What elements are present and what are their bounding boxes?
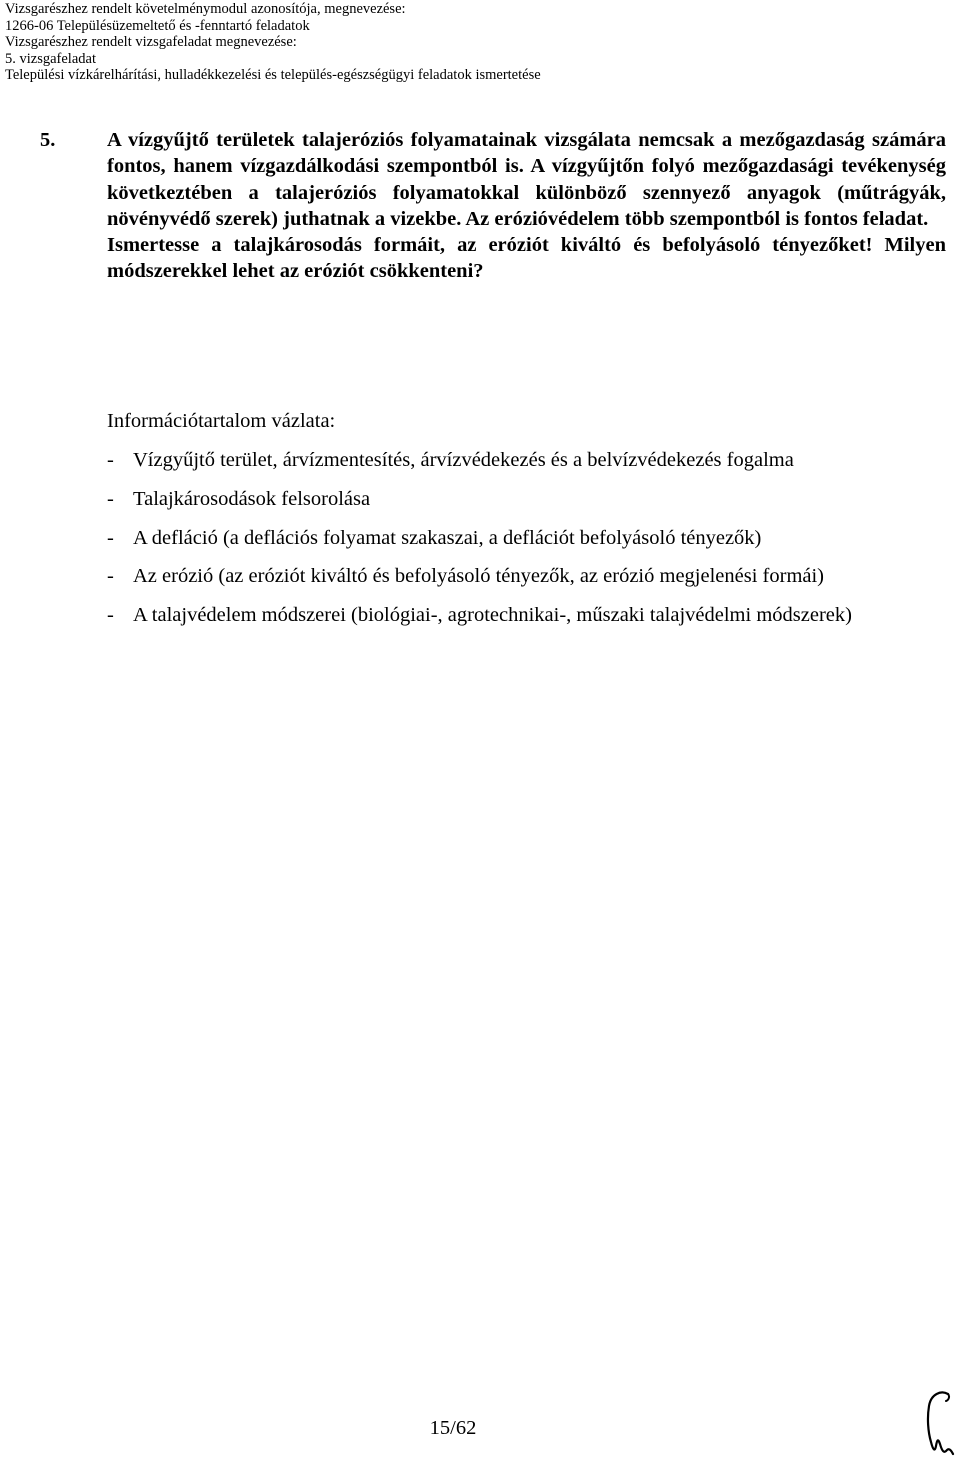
- page-number: 15/62: [429, 1417, 477, 1439]
- outline-item-text: A defláció (a deflációs folyamat szakaszai, a deflációt befolyásoló tényezők): [133, 526, 762, 549]
- outline-item-text: A talajvédelem módszerei (biológiai-, agrotechnikai-, műszaki talajvédelmi módszerek): [133, 604, 852, 627]
- header-line-module-label: Vizsgarészhez rendelt követelménymodul azonosítója, megnevezése:: [5, 1, 406, 17]
- outline-item-text: Az erózió (az eróziót kiváltó és befolyásoló tényezők, az erózió megjelenési formái): [133, 565, 825, 588]
- header-line-task-number: 5. vizsgafeladat: [5, 50, 96, 67]
- outline-dash: -: [107, 487, 114, 510]
- information-outline: [107, 408, 927, 641]
- outline-item: [107, 563, 927, 589]
- task-statement: A vízgyűjtő területek talajeróziós folyamatainak vizsgálata nemcsak a mezőgazdaság számára fontos, hanem vízgazdálkodási szempontból is. A vízgyűjtőn folyó mezőgazdasági tevékenység következtében a talajeróziós folyamatokkal különböző szennyező anyagok (műtrágyák, növényvédő szerek) juthatnak a vizekbe. Az erózióvédelem több szempontból is fontos feladat.: [107, 129, 946, 230]
- outline-item: [107, 525, 927, 551]
- outline-dash: -: [107, 565, 114, 588]
- outline-title: Információtartalom vázlata:: [107, 410, 336, 432]
- outline-item: [107, 486, 927, 512]
- outline-item-text: Talajkárosodások felsorolása: [133, 487, 371, 510]
- task-section: [40, 127, 946, 285]
- outline-item: [107, 447, 927, 473]
- outline-dash: -: [107, 526, 114, 549]
- task-body: [107, 127, 946, 285]
- header-line-module-name: 1266-06 Településüzemeltető és -fenntartó feladatok: [5, 17, 310, 34]
- task-number: 5.: [40, 129, 56, 151]
- outline-item: [107, 602, 927, 628]
- header-line-task-title: Települési vízkárelhárítási, hulladékkezelési és település-egészségügyi feladatok ismertetése: [5, 67, 541, 83]
- document-header: [5, 1, 905, 84]
- outline-item-text: Vízgyűjtő terület, árvízmentesítés, árvízvédekezés és a belvízvédekezés fogalma: [133, 449, 794, 471]
- outline-dash: -: [107, 449, 114, 471]
- handwritten-initials: [921, 1388, 955, 1458]
- outline-dash: -: [107, 604, 114, 627]
- header-line-task-label: Vizsgarészhez rendelt vizsgafeladat megnevezése:: [5, 34, 297, 50]
- task-question: Ismertesse a talajkárosodás formáit, az eróziót kiváltó és befolyásoló tényezőket! Milyen módszerekkel lehet az eróziót csökkenteni?: [107, 234, 946, 283]
